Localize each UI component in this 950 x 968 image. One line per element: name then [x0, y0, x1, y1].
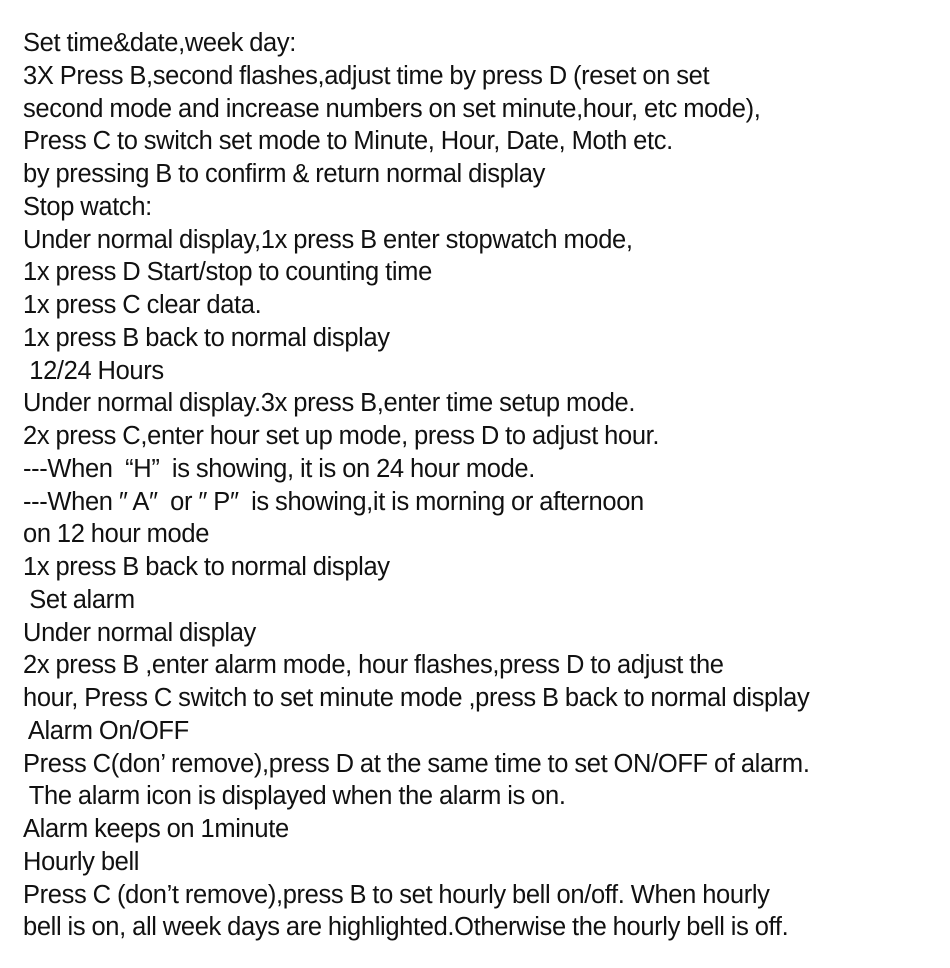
text-line: Press C to switch set mode to Minute, Hour, Date, Moth etc.	[23, 127, 673, 156]
heading-stop-watch: Stop watch:	[23, 192, 152, 221]
text-line: 1x press C clear data.	[23, 291, 262, 319]
text-line: on 12 hour mode	[23, 520, 210, 549]
text-line: 1x press D Start/stop to counting time	[23, 258, 432, 287]
text-line: Under normal display.3x press B,enter time setup mode.	[23, 389, 636, 418]
heading-set-alarm: Set alarm	[23, 585, 135, 614]
heading-12-24-hours: 12/24 Hours	[23, 356, 164, 385]
text-line: Press C (don’t remove),press B to set hourly bell on/off. When hourly	[23, 880, 770, 909]
text-line: 1x press B back to normal display	[23, 323, 390, 352]
text-line: Under normal display	[23, 618, 256, 647]
heading-hourly-bell: Hourly bell	[23, 847, 140, 876]
text-line: Alarm keeps on 1minute	[23, 815, 289, 843]
text-line: 2x press C,enter hour set up mode, press D to adjust hour.	[23, 422, 660, 450]
text-line: Press C(don’ remove),press D at the same time to set ON/OFF of alarm.	[23, 749, 810, 778]
text-line: 3X Press B,second flashes,adjust time by press D (reset on set	[23, 61, 710, 90]
text-line: ---When “H” is showing, it is on 24 hour mode.	[23, 454, 535, 483]
text-line: ---When ″ A″ or ″ P″ is showing,it is morning or afternoon	[23, 487, 644, 516]
text-line: by pressing B to confirm & return normal display	[23, 160, 546, 188]
instruction-text-block	[23, 27, 943, 944]
text-line: Under normal display,1x press B enter stopwatch mode,	[23, 225, 633, 254]
heading-alarm-on-off: Alarm On/OFF	[23, 716, 189, 745]
text-line: 1x press B back to normal display	[23, 553, 390, 581]
text-line: bell is on, all week days are highlighted.Otherwise the hourly bell is off.	[23, 913, 789, 942]
text-line: second mode and increase numbers on set minute,hour, etc mode),	[23, 94, 761, 123]
text-line: 2x press B ,enter alarm mode, hour flashes,press D to adjust the	[23, 651, 724, 680]
text-line: The alarm icon is displayed when the alarm is on.	[23, 782, 566, 811]
text-line: hour, Press C switch to set minute mode ,press B back to normal display	[23, 684, 810, 712]
heading-set-time-date: Set time&date,week day:	[23, 29, 297, 57]
